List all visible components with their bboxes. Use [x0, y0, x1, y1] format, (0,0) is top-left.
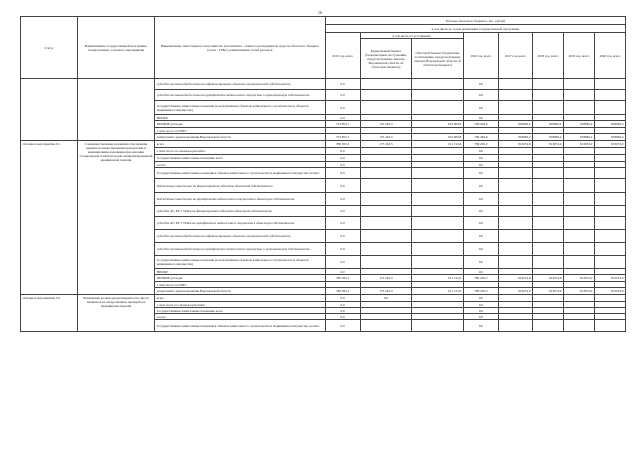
- value-cell: 0,0: [360, 295, 412, 302]
- value-cell: 0,0: [463, 115, 498, 121]
- value-cell: [594, 101, 625, 115]
- value-cell: [498, 168, 532, 179]
- value-cell: [532, 230, 563, 243]
- value-cell: 0,0: [463, 243, 498, 256]
- value-cell: [563, 206, 594, 217]
- row-label: НИОКР: [155, 115, 325, 121]
- value-cell: 0,0: [325, 308, 360, 314]
- value-cell: [360, 168, 412, 179]
- value-cell: 0,0: [463, 302, 498, 308]
- value-cell: 0,0: [463, 101, 498, 115]
- value-cell: [563, 179, 594, 193]
- value-cell: 0,0: [325, 162, 360, 168]
- value-cell: [498, 230, 532, 243]
- value-cell: [498, 206, 532, 217]
- header-2019: 2019 год, всего: [563, 33, 594, 79]
- table-row: [21, 295, 626, 302]
- value-cell: 813074,9: [563, 288, 594, 295]
- value-cell: 611 152,0: [412, 288, 464, 295]
- value-cell: 619 609,8: [412, 134, 464, 141]
- header-2015: 2015 год, всего: [325, 33, 360, 79]
- value-cell: [498, 148, 532, 155]
- row-label: Государственные капитальные вложения (за исключением объектов капитального строительства и объектов недвижимого имущества): [155, 101, 325, 115]
- value-cell: [594, 295, 625, 302]
- value-cell: [563, 217, 594, 230]
- value-cell: [360, 320, 412, 332]
- value-cell: 0,0: [325, 193, 360, 206]
- row-label: всего: [155, 295, 325, 302]
- row-label: НИОКР: [155, 269, 325, 275]
- row-label: департамент здравоохранения Воронежской области: [155, 134, 325, 141]
- value-cell: 0,0: [463, 155, 498, 162]
- value-cell: [360, 90, 412, 101]
- value-cell: [532, 193, 563, 206]
- value-cell: 0,0: [325, 320, 360, 332]
- value-cell: 813074,9: [498, 288, 532, 295]
- value-cell: [412, 79, 464, 90]
- value-cell: 813074,9: [594, 288, 625, 295]
- value-cell: 786 395,3: [325, 275, 360, 282]
- value-cell: [594, 148, 625, 155]
- value-cell: 813074,9: [532, 288, 563, 295]
- value-cell: 0,0: [463, 256, 498, 269]
- value-cell: 0,0: [325, 101, 360, 115]
- value-cell: [360, 101, 412, 115]
- value-cell: [498, 101, 532, 115]
- row-label: в том числе по ГРБС:: [155, 128, 325, 134]
- header-expenses: Расходы областного бюджета, тыс. рублей: [325, 17, 625, 25]
- value-cell: 818849,2: [563, 134, 594, 141]
- value-cell: [412, 179, 464, 193]
- value-cell: 0,0: [463, 295, 498, 302]
- row-label: в том числе по ГРБС:: [155, 282, 325, 288]
- value-cell: 0,0: [325, 256, 360, 269]
- value-cell: 0,0: [463, 320, 498, 332]
- value-cell: 0,0: [325, 168, 360, 179]
- value-cell: 818849,2: [532, 121, 563, 128]
- value-cell: 0,0: [463, 79, 498, 90]
- value-cell: 0,0: [325, 314, 360, 320]
- row-label: из них:: [155, 162, 325, 168]
- value-cell: [594, 90, 625, 101]
- header-2018: 2018 год, всего: [532, 33, 563, 79]
- program-cell: Повышение уровня удовлетворенности спроса пациентов на лекарственные препараты и медицинские изделия: [77, 295, 154, 332]
- value-cell: [532, 256, 563, 269]
- header-2016: 2016 год, всего: [463, 33, 498, 79]
- value-cell: [412, 90, 464, 101]
- value-cell: 0,0: [463, 162, 498, 168]
- header-program: Наименование государственной программы, подпрограммы, основного мероприятия: [77, 17, 154, 79]
- value-cell: [563, 295, 594, 302]
- value-cell: [594, 155, 625, 162]
- header-sources: в том числе по источникам:: [360, 33, 463, 39]
- row-label: департамент здравоохранения Воронежской области: [155, 288, 325, 295]
- row-label: Государственные капитальные вложения в объекты капитального строительства и недвижимого имущества, из них:: [155, 320, 325, 332]
- value-cell: [594, 230, 625, 243]
- value-cell: [532, 206, 563, 217]
- table-row: [21, 79, 626, 90]
- value-cell: [563, 193, 594, 206]
- value-cell: 0,0: [325, 302, 360, 308]
- value-cell: 611 152,0: [412, 141, 464, 148]
- value-cell: 0,0: [325, 148, 360, 155]
- header-by-years: в том числе по годам реализации государственной программы: [325, 25, 625, 33]
- value-cell: [360, 230, 412, 243]
- value-cell: [498, 256, 532, 269]
- value-cell: 0,0: [325, 206, 360, 217]
- value-cell: [412, 148, 464, 155]
- value-cell: [412, 295, 464, 302]
- value-cell: [360, 256, 412, 269]
- value-cell: 818849,2: [498, 121, 532, 128]
- value-cell: [594, 320, 625, 332]
- value-cell: 0,0: [463, 230, 498, 243]
- value-cell: [532, 320, 563, 332]
- value-cell: [498, 179, 532, 193]
- value-cell: [563, 256, 594, 269]
- value-cell: 0,0: [325, 230, 360, 243]
- value-cell: 796 464,6: [463, 121, 498, 128]
- row-label: субсидии АУ, БУ, ГУПам на финансирование объектов областной собственности: [155, 206, 325, 217]
- value-cell: 0,0: [463, 269, 498, 275]
- value-cell: [563, 79, 594, 90]
- value-cell: 0,0: [463, 314, 498, 320]
- row-label: Государственные капитальные вложения, всего: [155, 308, 325, 314]
- value-cell: [498, 320, 532, 332]
- row-label: субсидии местным бюджетам на приобретение недвижимого имущества в муниципальную собственность: [155, 243, 325, 256]
- value-cell: [532, 295, 563, 302]
- value-cell: 813074,9: [532, 141, 563, 148]
- value-cell: [412, 206, 464, 217]
- header-status: Статус: [21, 17, 78, 79]
- status-cell: Основное мероприятие 6.1: [21, 141, 78, 295]
- value-cell: [412, 193, 464, 206]
- value-cell: [360, 243, 412, 256]
- value-cell: 813074,9: [498, 275, 532, 282]
- value-cell: 0,0: [325, 179, 360, 193]
- value-cell: 155 243,3: [360, 134, 412, 141]
- value-cell: 789 265,2: [463, 141, 498, 148]
- row-label: Государственные капитальные вложения в объекты капитального строительства и недвижимого имущества, из них:: [155, 168, 325, 179]
- value-cell: 0,0: [325, 269, 360, 275]
- value-cell: 0,0: [463, 217, 498, 230]
- row-label: субсидии местным бюджетам на софинансирование объектов муниципальной собственности: [155, 230, 325, 243]
- value-cell: [498, 155, 532, 162]
- value-cell: [498, 217, 532, 230]
- value-cell: [563, 155, 594, 162]
- value-cell: [563, 101, 594, 115]
- value-cell: [412, 101, 464, 115]
- value-cell: [532, 155, 563, 162]
- value-cell: 0,0: [325, 243, 360, 256]
- value-cell: 0,0: [325, 90, 360, 101]
- value-cell: [594, 206, 625, 217]
- value-cell: [498, 193, 532, 206]
- value-cell: 813074,9: [532, 275, 563, 282]
- value-cell: [360, 217, 412, 230]
- value-cell: 0,0: [463, 206, 498, 217]
- value-cell: [594, 193, 625, 206]
- value-cell: [412, 243, 464, 256]
- value-cell: [563, 230, 594, 243]
- row-label: в том числе по статьям расходов:: [155, 302, 325, 308]
- program-cell: Совершенствование механизма обеспечения пациентов лекарственными препаратами и медицинскими изделиями при оказании стационарной и амбулаторной специализированной медицинской помощи: [77, 141, 154, 295]
- value-cell: 0,0: [463, 148, 498, 155]
- header-2017: 2017 год, всего: [498, 33, 532, 79]
- value-cell: 0,0: [325, 155, 360, 162]
- header-regional: областной бюджет (бюджетные ассигнования, предусмотренные законом Воронежской области об областном бюджете): [412, 39, 464, 79]
- row-label: Государственные капитальные вложения (за исключением объектов капитального строительства и объектов недвижимого имущества): [155, 256, 325, 269]
- value-cell: [563, 90, 594, 101]
- value-cell: 813074,9: [563, 275, 594, 282]
- value-cell: 813074,9: [594, 141, 625, 148]
- value-cell: 611 152,0: [412, 275, 464, 282]
- value-cell: 155 243,3: [360, 121, 412, 128]
- value-cell: [532, 90, 563, 101]
- value-cell: 813074,9: [594, 275, 625, 282]
- value-cell: 0,0: [463, 308, 498, 314]
- row-label: бюджетные инвестиции на приобретение недвижимого имущества в областную собственность: [155, 193, 325, 206]
- status-cell: Основное мероприятие 6.2: [21, 295, 78, 332]
- value-cell: [360, 179, 412, 193]
- value-cell: 0,0: [463, 168, 498, 179]
- value-cell: [594, 168, 625, 179]
- value-cell: [498, 90, 532, 101]
- value-cell: [563, 148, 594, 155]
- value-cell: 0,0: [325, 79, 360, 90]
- value-cell: [563, 168, 594, 179]
- value-cell: 175 243,3: [360, 275, 412, 282]
- value-cell: [412, 217, 464, 230]
- value-cell: [360, 193, 412, 206]
- value-cell: [498, 295, 532, 302]
- value-cell: [532, 179, 563, 193]
- row-label: в том числе по статьям расходов:: [155, 148, 325, 155]
- value-cell: [532, 79, 563, 90]
- value-cell: 818849,2: [498, 134, 532, 141]
- value-cell: [360, 148, 412, 155]
- value-cell: 175 243,3: [360, 288, 412, 295]
- row-label: ПРОЧИЕ расходы: [155, 121, 325, 128]
- value-cell: 175 243,3: [360, 141, 412, 148]
- header-2020: 2020 год, всего: [594, 33, 625, 79]
- value-cell: 813074,9: [563, 141, 594, 148]
- value-cell: 813074,9: [498, 141, 532, 148]
- value-cell: [412, 155, 464, 162]
- value-cell: 789 265,2: [463, 288, 498, 295]
- row-label: из них:: [155, 314, 325, 320]
- value-cell: 789 265,2: [463, 275, 498, 282]
- header-executor: Наименование ответственного исполнителя, исполнителя - главного распорядителя средств областного бюджета (далее - ГРБС), наименование статей расходов: [155, 17, 325, 79]
- row-label: Государственные капитальные вложения, всего: [155, 155, 325, 162]
- table-body: [21, 79, 626, 332]
- value-cell: 796 464,6: [463, 134, 498, 141]
- value-cell: [594, 217, 625, 230]
- row-label: всего: [155, 141, 325, 148]
- value-cell: 0,0: [463, 90, 498, 101]
- value-cell: 786 395,3: [325, 141, 360, 148]
- value-cell: 0,0: [325, 217, 360, 230]
- value-cell: 0,0: [325, 295, 360, 302]
- value-cell: 818849,2: [563, 121, 594, 128]
- value-cell: [498, 79, 532, 90]
- value-cell: 818849,2: [594, 134, 625, 141]
- value-cell: [412, 256, 464, 269]
- value-cell: 818849,2: [594, 121, 625, 128]
- value-cell: [532, 217, 563, 230]
- value-cell: [594, 179, 625, 193]
- page-number: 16: [318, 10, 322, 15]
- value-cell: [360, 79, 412, 90]
- value-cell: [532, 148, 563, 155]
- value-cell: 774 853,1: [325, 121, 360, 128]
- value-cell: 0,0: [463, 193, 498, 206]
- table-row: [21, 141, 626, 148]
- value-cell: [532, 243, 563, 256]
- value-cell: [563, 243, 594, 256]
- value-cell: [594, 256, 625, 269]
- value-cell: [594, 79, 625, 90]
- value-cell: 0,0: [325, 115, 360, 121]
- expenses-table: [20, 16, 626, 332]
- value-cell: [532, 101, 563, 115]
- value-cell: [532, 168, 563, 179]
- value-cell: 786 395,3: [325, 288, 360, 295]
- value-cell: 774 853,1: [325, 134, 360, 141]
- value-cell: 818849,2: [532, 134, 563, 141]
- value-cell: [594, 243, 625, 256]
- header-federal: федеральный бюджет (безвозмездные поступления, предусмотренные законом Воронежской области об областном бюджете): [360, 39, 412, 79]
- row-label: субсидии местным бюджетам на приобретение недвижимого имущества в муниципальную собственность: [155, 90, 325, 101]
- row-label: ПРОЧИЕ расходы: [155, 275, 325, 282]
- value-cell: [360, 155, 412, 162]
- value-cell: [412, 230, 464, 243]
- program-cell: [77, 79, 154, 141]
- row-label: бюджетные инвестиции на финансирование объектов областной собственности: [155, 179, 325, 193]
- value-cell: [360, 206, 412, 217]
- value-cell: 619 609,8: [412, 121, 464, 128]
- value-cell: [563, 320, 594, 332]
- value-cell: [412, 320, 464, 332]
- status-cell: [21, 79, 78, 141]
- row-label: субсидии местным бюджетам на софинансирование объектов муниципальной собственности: [155, 79, 325, 90]
- value-cell: [412, 168, 464, 179]
- row-label: субсидии АУ, БУ, ГУПам на приобретение недвижимого имущества в областную собственность: [155, 217, 325, 230]
- value-cell: [498, 243, 532, 256]
- value-cell: 0,0: [463, 179, 498, 193]
